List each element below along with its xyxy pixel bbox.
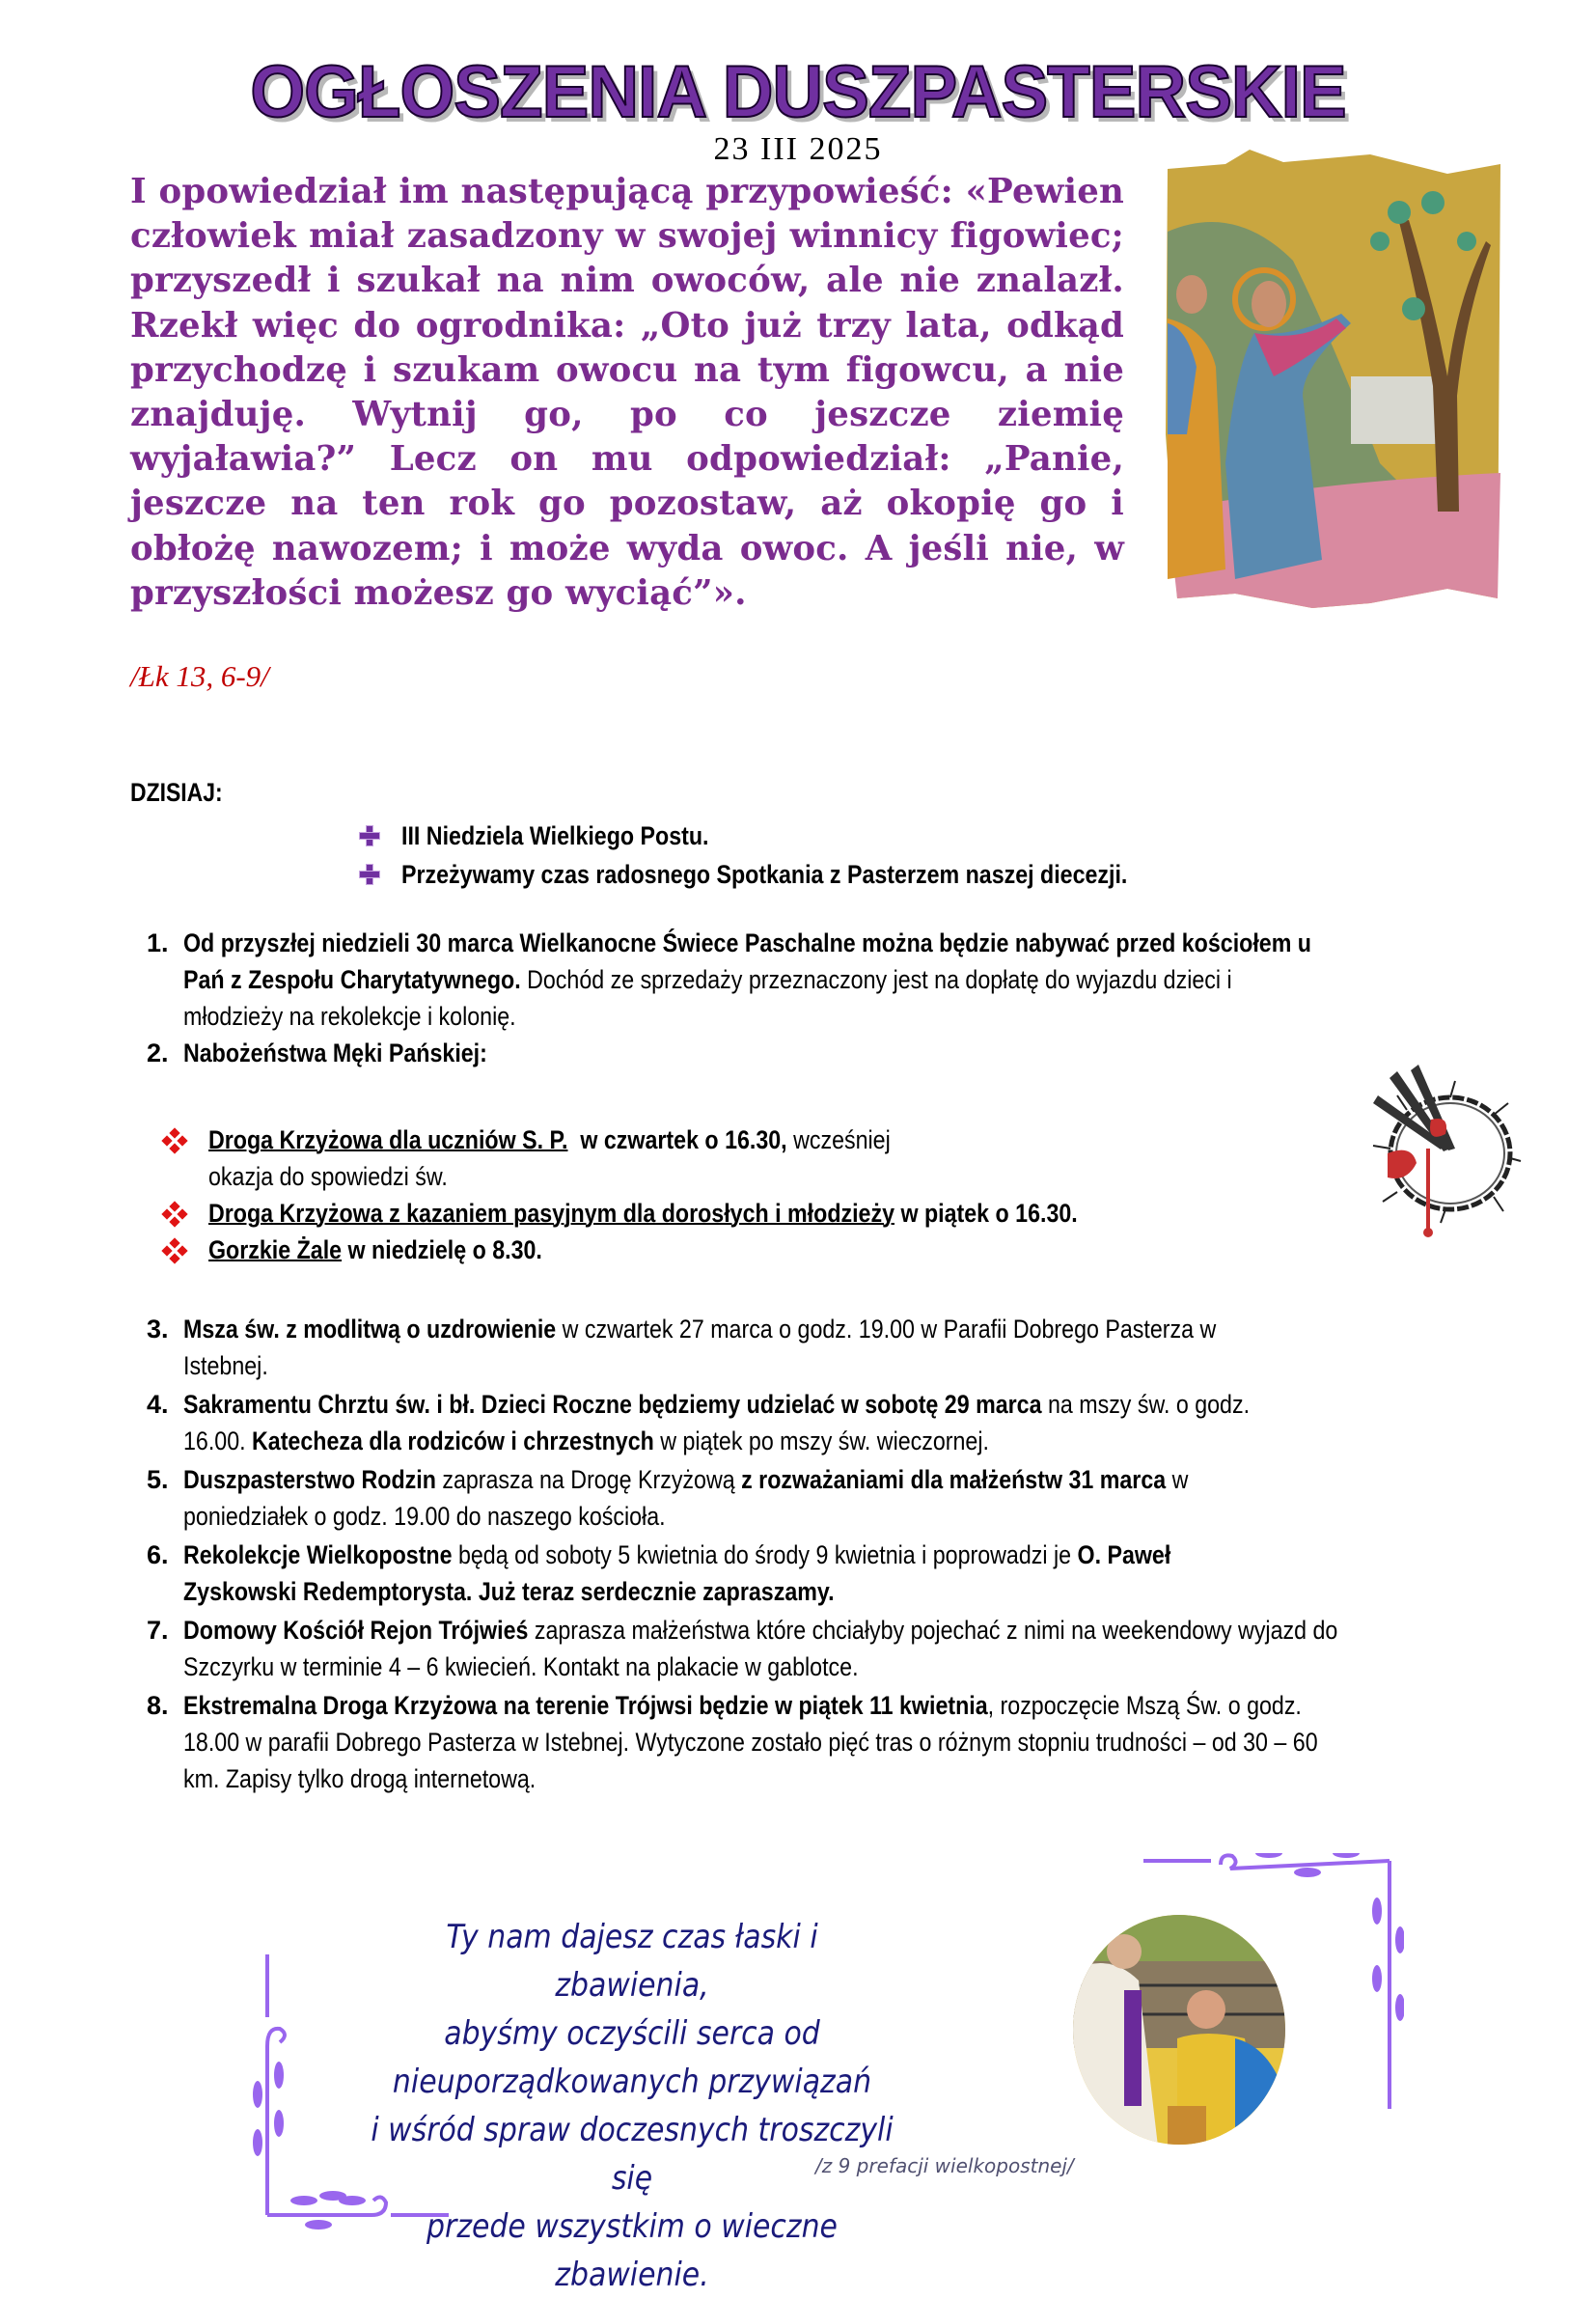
announcement-number: 1. xyxy=(147,928,169,957)
passion-item-title: Droga Krzyżowa z kazaniem pasyjnym dla dorosłych i młodzieży xyxy=(208,1199,895,1228)
diamond-bullet-icon xyxy=(162,1202,187,1227)
today-item-text: III Niedziela Wielkiego Postu. xyxy=(401,820,709,850)
announcement-text: na mszy św. o godz. 16.00. xyxy=(183,1390,1251,1455)
passion-item xyxy=(162,1122,1320,1195)
passion-item-time: w niedzielę o 8.30. xyxy=(342,1235,542,1264)
quote-text xyxy=(369,1913,895,2299)
passion-item-title: Gorzkie Żale xyxy=(208,1235,343,1264)
today-label: DZISIAJ: xyxy=(130,778,223,807)
announcement-text: zaprasza małżeństwa które chciałyby pojechać z nimi na weekendowy wyjazd do Szczyrku w terminie 4 – 6 kwiecień. Kontakt na plakacie w gablotce. xyxy=(183,1616,1338,1681)
announcement-5 xyxy=(147,1461,1498,1535)
cross-bullet-icon xyxy=(359,864,380,885)
gospel-text: I opowiedział im następującą przypowieść: «Pewien człowiek miał zasadzony w swojej winnicy figowiec; przyszedł i szukał na nim owoców, ale nie znalazł. Rzekł więc do ogrodnika: „Oto już trzy lata, odkąd przychodzę i szukam owocu na tym figowcu, a nie znajduję. Wytnij go, po co jeszcze ziemię wyjaławia?” Lecz on mu odpowiedział: „Panie, jeszcze na ten rok go pozostaw, aż okopię go i obłożę nawozem; i może wyda owoc. A jeśli nie, w przyszłości możesz go wyciąć”». xyxy=(130,172,1124,613)
passion-services-list xyxy=(162,1122,1320,1268)
announcement-text: , rozpoczęcie Mszą Św. o godz. 18.00 w parafii Dobrego Pasterza w Istebnej. Wytyczone zostało pięć tras o różnym stopniu trudności – od 30 – 60 km. Zapisy tylko drogą internetową. xyxy=(183,1691,1318,1793)
quote-line: i wśród spraw doczesnych troszczyli się xyxy=(371,2111,894,2198)
quote-source: /z 9 prefacji wielkopostnej/ xyxy=(815,2154,1074,2177)
quote-line: przede wszystkim o wieczne zbawienie. xyxy=(427,2207,838,2294)
announcement-bold: Msza św. z modlitwą o uzdrowienie xyxy=(183,1315,557,1343)
announcement-bold: Domowy Kościół Rejon Trójwieś xyxy=(183,1616,529,1645)
passion-item-time: w czwartek o 16.30, xyxy=(567,1125,787,1154)
diamond-bullet-icon xyxy=(162,1128,187,1153)
announcement-7 xyxy=(147,1612,1498,1685)
announcement-bold: Rekolekcje Wielkopostne xyxy=(183,1540,453,1569)
announcement-2 xyxy=(147,1035,1498,1071)
gospel-reference: /Łk 13, 6-9/ xyxy=(130,659,269,693)
today-list xyxy=(359,817,1246,894)
fig-tree-painting-image xyxy=(1158,145,1507,627)
announcement-text: będą od soboty 5 kwietnia do środy 9 kwietnia i poprowadzi je xyxy=(452,1540,1078,1569)
quote-line: abyśmy oczyścili serca od xyxy=(444,2014,820,2053)
diamond-bullet-icon xyxy=(162,1238,187,1263)
announcement-number: 4. xyxy=(147,1390,169,1419)
announcement-number: 7. xyxy=(147,1616,169,1645)
passion-item xyxy=(162,1195,1320,1232)
announcement-3 xyxy=(147,1311,1498,1384)
crown-of-thorns-nails-image xyxy=(1359,1057,1523,1250)
page-date: 23 III 2025 xyxy=(713,131,883,167)
confession-stained-glass-image xyxy=(1071,1913,1288,2147)
announcement-bold: Katecheza dla rodziców i chrzestnych xyxy=(252,1426,654,1455)
passion-item-note: wcześniej okazja do spowiedzi św. xyxy=(208,1125,891,1191)
today-item xyxy=(359,855,1246,894)
announcement-text: w poniedziałek o godz. 19.00 do naszego kościoła. xyxy=(183,1465,1189,1531)
announcement-8 xyxy=(147,1687,1498,1797)
announcement-number: 5. xyxy=(147,1465,169,1494)
announcement-number: 6. xyxy=(147,1540,169,1569)
announcement-text: w piątek po mszy św. wieczornej. xyxy=(653,1426,989,1455)
announcement-bold: Ekstremalna Droga Krzyżowa na terenie Trójwsi będzie w piątek 11 kwietnia xyxy=(183,1691,988,1720)
announcement-number: 8. xyxy=(147,1691,169,1720)
passion-item xyxy=(162,1232,1320,1268)
announcement-text: zaprasza na Drogę Krzyżową xyxy=(435,1465,742,1494)
announcement-text: w czwartek 27 marca o godz. 19.00 w Parafii Dobrego Pasterza w Istebnej. xyxy=(183,1315,1217,1380)
announcement-number: 3. xyxy=(147,1315,169,1343)
page-title: OGŁOSZENIA DUSZPASTERSKIE xyxy=(250,51,1346,133)
announcement-bold: Nabożeństwa Męki Pańskiej: xyxy=(183,1039,487,1067)
announcement-bold: O. Paweł Zyskowski Redemptorysta. Już teraz serdecznie zapraszamy. xyxy=(183,1540,1171,1606)
announcement-number: 2. xyxy=(147,1039,169,1067)
announcement-4 xyxy=(147,1386,1498,1459)
announcement-1 xyxy=(147,925,1498,1035)
today-item-text: Przeżywamy czas radosnego Spotkania z Pasterzem naszej diecezji. xyxy=(401,859,1128,889)
announcement-bold: Od przyszłej niedzieli 30 marca Wielkanocne Świece Paschalne można będzie nabywać przed kościołem u Pań z Zespołu Charytatywnego. xyxy=(183,928,1311,994)
announcement-text: Dochód ze sprzedaży przeznaczony jest na dopłatę do wyjazdu dzieci i młodzieży na rekolekcje i kolonię. xyxy=(183,965,1232,1031)
quote-line: nieuporządkowanych przywiązań xyxy=(392,2063,872,2101)
passion-item-time: w piątek o 16.30. xyxy=(894,1199,1078,1228)
cross-bullet-icon xyxy=(359,825,380,846)
announcement-bold: z rozważaniami dla małżeństw 31 marca xyxy=(741,1465,1167,1494)
lenten-preface-quote xyxy=(246,1853,1404,2294)
announcement-6 xyxy=(147,1537,1498,1610)
announcement-bold: Duszpasterstwo Rodzin xyxy=(183,1465,436,1494)
announcement-bold: Sakramentu Chrztu św. i bł. Dzieci Roczne będziemy udzielać w sobotę 29 marca xyxy=(183,1390,1042,1419)
quote-line: Ty nam dajesz czas łaski i zbawienia, xyxy=(446,1918,818,2005)
passion-item-title: Droga Krzyżowa dla uczniów S. P. xyxy=(208,1125,568,1154)
today-item xyxy=(359,817,1246,855)
